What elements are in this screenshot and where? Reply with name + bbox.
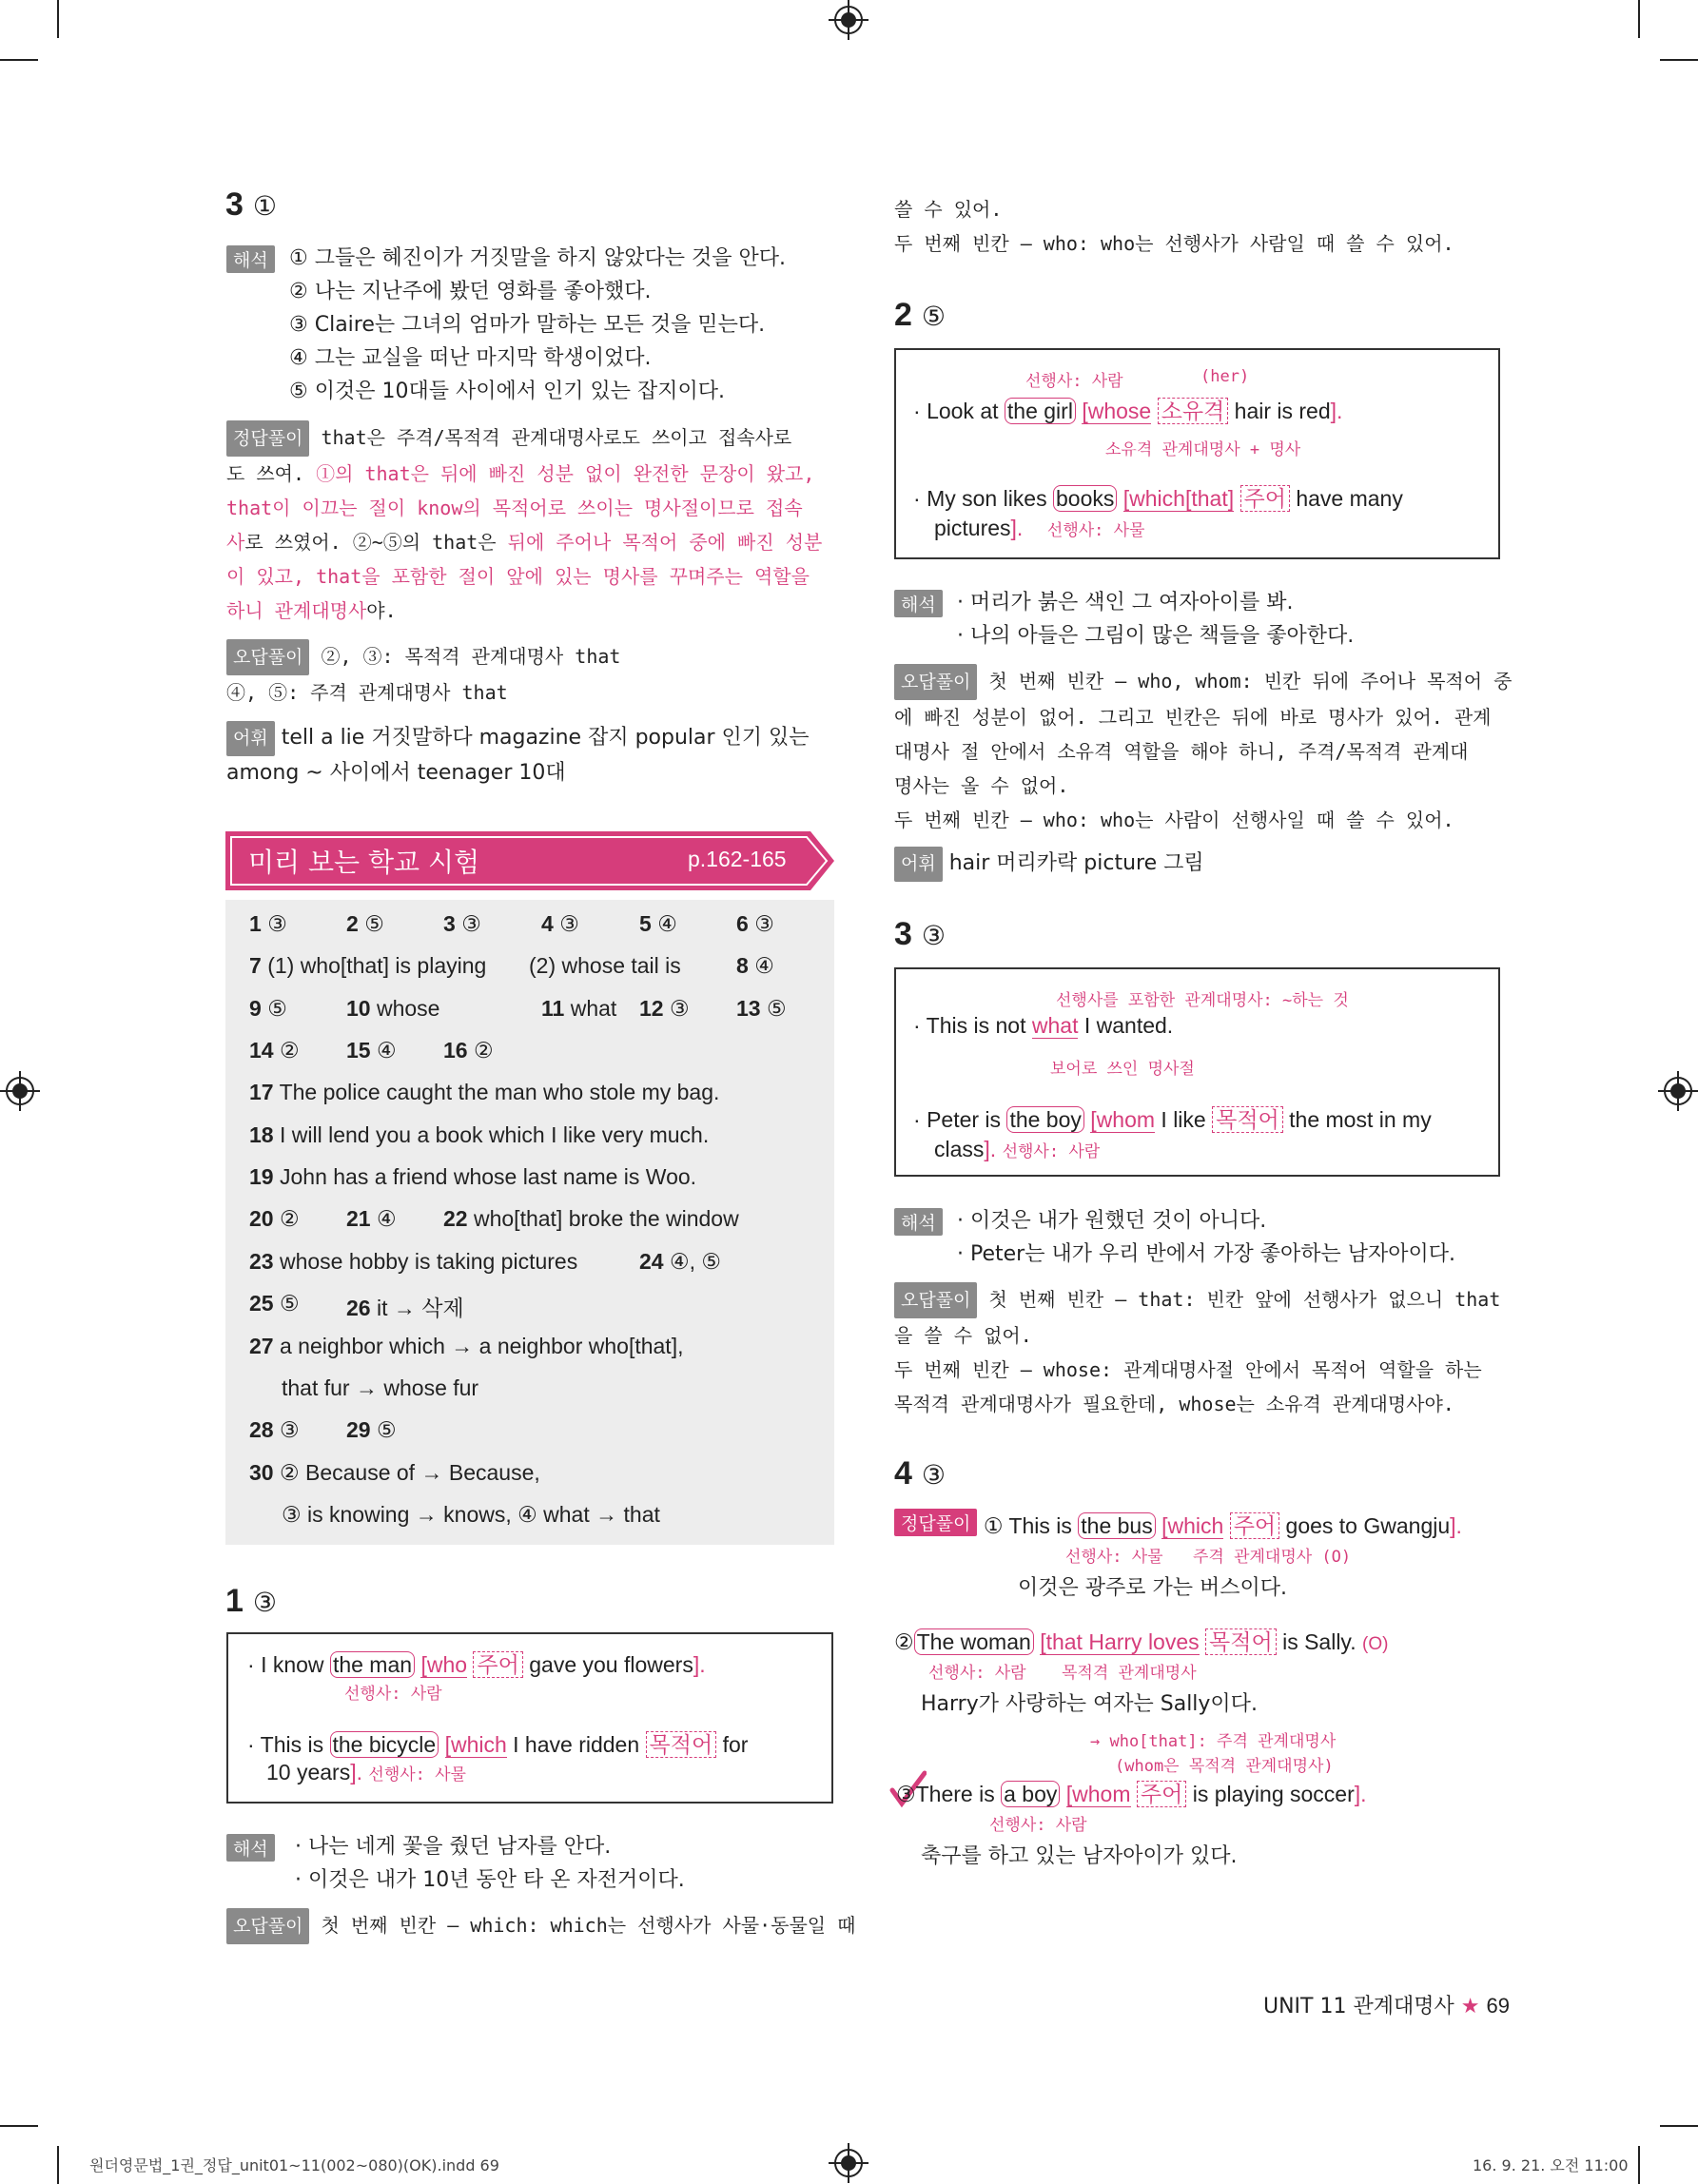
question-number: 3 [894, 916, 912, 952]
continued-explanation [894, 192, 1503, 261]
translation-line: · 나의 아들은 그림이 많은 책들을 좋아한다. [957, 624, 1355, 648]
answer-row: 7 (1) who[that] is playing (2) whose tail is 8 ④ [249, 953, 774, 978]
q1-example-box [226, 1632, 833, 1804]
q3-explanation-block [226, 420, 835, 628]
relative-pronoun: [which [1161, 1513, 1224, 1538]
antecedent: books [1053, 485, 1117, 512]
example-sentence-cont: pictures]. 선행사: 사물 [934, 516, 1145, 540]
crop-mark [0, 2125, 38, 2127]
antecedent: the boy [1006, 1106, 1083, 1133]
crop-mark [0, 59, 38, 61]
question-answer: ③ [921, 1460, 947, 1490]
gap-marker: 주어 [1240, 485, 1290, 512]
explanation-text: 두 번째 빈칸 – who: who는 선행사가 사람일 때 쓸 수 있어. [894, 232, 1454, 255]
explanation-text: 야. [366, 599, 397, 622]
example-sentence: · My son likes books [which[that] 주어 have many [913, 486, 1403, 511]
example-sentence: · Look at the girl [whose 소유격 hair is red]. [913, 399, 1343, 423]
question-number: 1 [225, 1583, 244, 1619]
relative-pronoun: [whom [1090, 1107, 1156, 1132]
translation-line: ② 나는 지난주에 봤던 영화를 좋아했다. [289, 280, 652, 303]
example-sentence: · This is the bicycle [which I have ridden 목적어 for [247, 1732, 749, 1757]
question-2-heading [894, 297, 946, 334]
relative-pronoun: [that Harry loves [1040, 1629, 1200, 1654]
wrong-answer-text: 에 빠진 성분이 없어. 그리고 빈칸은 뒤에 바로 명사가 있어. 관계 [894, 706, 1492, 729]
wrong-answer-text: 첫 번째 빈칸 – that: 빈칸 앞에 선행사가 없으니 that [988, 1288, 1501, 1311]
relative-pronoun: [whom [1065, 1782, 1131, 1806]
explanation-text: 도 쓰여. [226, 462, 317, 485]
answer-row: 23 whose hobby is taking pictures 24 ④, ⑤ [249, 1249, 722, 1274]
annotation: 보어로 쓰인 명사절 [1050, 1060, 1195, 1079]
annotation: 선행사: 사람 [928, 1664, 1026, 1683]
gap-marker: 목적어 [1205, 1628, 1277, 1655]
banner-title: 미리 보는 학교 시험 [248, 847, 480, 878]
correction-note: (whom은 목적격 관계대명사) [1115, 1757, 1334, 1776]
registration-mark-icon [1664, 1077, 1692, 1105]
registration-mark-icon [834, 6, 863, 34]
jeongdap-tag: 정답풀이 [226, 420, 309, 457]
odap-tag: 오답풀이 [894, 1282, 977, 1318]
annotation: 소유격 관계대명사 + 명사 [1105, 440, 1301, 459]
answer-row: 30 ② Because of → Because, [249, 1460, 540, 1485]
answer-row: 9 ⑤ 10 whose 11 what 12 ③ 13 ⑤ [249, 996, 787, 1021]
antecedent: the bus [1078, 1512, 1155, 1539]
relative-pronoun: [which[that] [1122, 486, 1235, 511]
answer-row: 18 I will lend you a book which I like very much. [249, 1122, 710, 1147]
q3-wrong-answer-block [894, 1282, 1503, 1421]
crop-mark [1638, 2146, 1640, 2184]
translation-line: · 이것은 내가 원했던 것이 아니다. [957, 1209, 1267, 1233]
vocab-text: among ~ 사이에서 teenager 10대 [226, 761, 566, 785]
wrong-answer-text: 대명사 절 안에서 소유격 역할을 해야 하니, 주격/목적격 관계대 [894, 740, 1469, 763]
correction-note: → who[that]: 주격 관계대명사 [1090, 1732, 1337, 1751]
answer-row: that fur → whose fur [282, 1375, 479, 1400]
answer-item: 5 ④ [639, 911, 677, 936]
question-1-heading [225, 1583, 277, 1620]
answer-row: 20 ② 21 ④ 22 who[that] broke the window [249, 1206, 739, 1231]
wrong-answer-text: 두 번째 빈칸 – whose: 관계대명사절 안에서 목적어 역할을 하는 [894, 1358, 1482, 1381]
annotation: 선행사: 사람 [1025, 372, 1123, 391]
wrong-answer-text: 목적격 관계대명사가 필요한데, whose는 소유격 관계대명사야. [894, 1393, 1454, 1415]
translation-line: Harry가 사랑하는 여자는 Sally이다. [921, 1692, 1258, 1716]
q3-vocab-block [226, 721, 845, 790]
banner-pages: p.162-165 [688, 847, 787, 871]
translation-line: ⑤ 이것은 10대들 사이에서 인기 있는 잡지이다. [289, 380, 725, 403]
explanation-highlight: 뒤에 주어나 목적어 중에 빠진 성분 [507, 531, 823, 554]
translation-line: 축구를 하고 있는 남자아이가 있다. [921, 1844, 1238, 1868]
translation-line: · Peter는 내가 우리 반에서 가장 좋아하는 남자아이다. [957, 1242, 1455, 1266]
q2-vocab-block [894, 847, 1204, 882]
haeseok-tag: 해석 [894, 1208, 943, 1236]
wrong-answer-text: 두 번째 빈칸 – who: who는 사람이 선행사일 때 쓸 수 있어. [894, 809, 1454, 831]
explanation-highlight: ①의 that은 뒤에 빠진 성분 없이 완전한 문장이 왔고, [316, 462, 815, 485]
school-test-banner [225, 831, 834, 890]
odap-tag: 오답풀이 [226, 1908, 309, 1944]
q4-item-3: ③There is a boy [whom 주어 is playing soccer]. [896, 1782, 1367, 1806]
page-footer [1263, 1990, 1510, 2019]
annotation: 선행사: 사람 [344, 1685, 442, 1704]
q2-wrong-answer-block [894, 664, 1513, 837]
example-sentence-cont: class]. 선행사: 사람 [934, 1137, 1101, 1161]
odap-tag: 오답풀이 [894, 664, 977, 700]
haeseok-tag: 해석 [226, 1834, 275, 1862]
question-4-heading [894, 1455, 946, 1492]
page-number: 69 [1486, 1994, 1510, 2018]
q4-item-1: 정답풀이 ① This is the bus [which 주어 goes to Gwangju]. [894, 1509, 1462, 1540]
explanation-text: 로 쓰였어. ②~⑤의 that은 [244, 531, 508, 554]
eohwi-tag: 어휘 [226, 721, 275, 756]
relative-pronoun: what [1031, 1013, 1079, 1038]
q1-wrong-answer-block [226, 1908, 856, 1944]
antecedent: the bicycle [330, 1731, 439, 1758]
question-3-heading [225, 186, 277, 224]
explanation-highlight: that이 이끄는 절이 know의 목적어로 쓰이는 명사절이므로 접속 [226, 497, 803, 519]
answer-row: 25 ⑤ 26 it → 삭제 [249, 1291, 464, 1320]
translation-line: · 머리가 붉은 색인 그 여자아이를 봐. [957, 591, 1294, 614]
answer-row: 28 ③ 29 ⑤ [249, 1417, 397, 1442]
question-number: 3 [225, 186, 244, 223]
translation-line: · 나는 네게 꽃을 줬던 남자를 안다. [295, 1835, 612, 1859]
crop-mark [1638, 0, 1640, 38]
wrong-answer-text: 첫 번째 빈칸 – who, whom: 빈칸 뒤에 주어나 목적어 중 [988, 670, 1513, 692]
eohwi-tag: 어휘 [894, 847, 943, 882]
haeseok-tag: 해석 [894, 590, 943, 617]
q3-example-box [894, 967, 1500, 1177]
q3-wrong-answer-block [226, 639, 835, 710]
explanation-text: 쓸 수 있어. [894, 198, 1003, 221]
haeseok-tag: 해석 [226, 245, 275, 273]
question-answer: ③ [921, 921, 947, 950]
answer-item: 1 ③ [249, 911, 287, 936]
answer-row: 14 ② 15 ④ 16 ② [249, 1038, 494, 1063]
wrong-answer-text: 을 쓸 수 없어. [894, 1324, 1032, 1347]
unit-title: UNIT 11 관계대명사 [1263, 1995, 1454, 2018]
crop-mark [57, 0, 59, 38]
crop-mark [1660, 2125, 1698, 2127]
translation-line: 이것은 광주로 가는 버스이다. [1018, 1576, 1287, 1600]
example-sentence: · I know the man [who 주어 gave you flowers]. [247, 1652, 706, 1677]
question-answer: ③ [252, 1588, 278, 1617]
explanation-text: that은 주격/목적격 관계대명사로도 쓰이고 접속사로 [321, 426, 792, 449]
answer-item: 2 ⑤ [346, 911, 384, 936]
answer-item: (2) whose tail is [529, 953, 681, 978]
annotation: 선행사: 사람 [1002, 1142, 1101, 1161]
translation-line: ④ 그는 교실을 떠난 마지막 학생이었다. [289, 346, 652, 370]
question-answer: ⑤ [921, 302, 947, 331]
annotation: 선행사: 사물 [368, 1765, 466, 1784]
answer-row: ③ is knowing → knows, ④ what → that [282, 1502, 660, 1527]
relative-pronoun: [who [420, 1652, 468, 1677]
wrong-answer-text: 첫 번째 빈칸 – which: which는 선행사가 사물·동물일 때 [321, 1914, 856, 1937]
antecedent: a boy [1001, 1781, 1060, 1807]
translation-line: ① 그들은 혜진이가 거짓말을 하지 않았다는 것을 안다. [289, 246, 786, 270]
vocab-text: hair 머리카락 picture 그림 [948, 851, 1204, 875]
explanation-highlight: 사 [226, 531, 245, 554]
crop-mark [1660, 59, 1698, 61]
annotation: 주격 관계대명사 (O) [1193, 1548, 1352, 1567]
wrong-answer-text: ④, ⑤: 주격 관계대명사 that [226, 681, 508, 704]
antecedent: The woman [914, 1628, 1034, 1655]
crop-mark [57, 2146, 59, 2184]
example-sentence-cont: 10 years]. 선행사: 사물 [266, 1760, 466, 1784]
annotation: 선행사: 사람 [989, 1816, 1087, 1835]
answer-item: 6 ③ [736, 911, 774, 936]
translation-line: ③ Claire는 그녀의 엄마가 말하는 모든 것을 믿는다. [289, 313, 766, 337]
answer-row [249, 911, 820, 944]
gap-marker: 목적어 [646, 1731, 717, 1758]
q2-example-box [894, 348, 1500, 559]
answer-row: 19 John has a friend whose last name is Woo. [249, 1164, 697, 1189]
wrong-answer-text: 명사는 올 수 없어. [894, 774, 1069, 797]
example-sentence: · This is not what I wanted. [913, 1013, 1174, 1038]
gap-marker: 주어 [1137, 1781, 1186, 1807]
annotation: (her) [1200, 367, 1250, 386]
relative-pronoun: [which [444, 1732, 507, 1757]
gap-marker: 목적어 [1212, 1106, 1283, 1133]
translation-line: · 이것은 내가 10년 동안 타 온 자전거이다. [295, 1868, 685, 1892]
gap-marker: 주어 [1230, 1512, 1279, 1539]
print-slug-file: 원더영문법_1권_정답_unit01~11(002~080)(OK).indd 69 [89, 2156, 499, 2174]
registration-mark-icon [6, 1077, 34, 1105]
registration-mark-icon [834, 2149, 863, 2177]
odap-tag: 오답풀이 [226, 639, 309, 675]
annotation: 선행사를 포함한 관계대명사: ~하는 것 [1056, 991, 1349, 1010]
vocab-text: tell a lie 거짓말하다 magazine 잡지 popular 인기 있는 [281, 726, 810, 750]
gap-marker: 주어 [473, 1651, 522, 1678]
explanation-highlight: 이 있고, that을 포함한 절이 앞에 있는 명사를 꾸며주는 역할을 [226, 565, 810, 588]
example-sentence: · Peter is the boy [whom I like 목적어 the most in my [913, 1107, 1432, 1132]
print-slug-date: 16. 9. 21. 오전 11:00 [1473, 2156, 1629, 2174]
star-icon: ★ [1460, 1995, 1480, 2018]
jeongdap-tag: 정답풀이 [894, 1509, 977, 1536]
question-number: 4 [894, 1455, 912, 1492]
correct-mark: (O) [1362, 1634, 1389, 1654]
annotation: 선행사: 사물 [1046, 521, 1145, 540]
antecedent: the man [330, 1651, 415, 1678]
answer-row: 27 a neighbor which → a neighbor who[that], [249, 1334, 684, 1358]
question-answer: ① [252, 191, 278, 221]
annotation: 목적격 관계대명사 [1062, 1664, 1197, 1683]
answer-item: 3 ③ [443, 911, 481, 936]
answer-row: 17 The police caught the man who stole my bag. [249, 1080, 720, 1104]
wrong-answer-text: ②, ③: 목적격 관계대명사 that [321, 645, 621, 668]
antecedent: the girl [1005, 398, 1076, 424]
annotation: 선행사: 사물 [1065, 1548, 1163, 1567]
relative-pronoun: [whose [1082, 399, 1152, 423]
gap-marker: 소유격 [1158, 398, 1229, 424]
explanation-highlight: 하니 관계대명사 [226, 599, 367, 622]
question-3-heading [894, 916, 946, 953]
q4-item-2: ② The woman [that Harry loves 목적어 is Sally. (O) [894, 1629, 1389, 1654]
question-number: 2 [894, 297, 912, 333]
answer-item: 4 ③ [541, 911, 579, 936]
